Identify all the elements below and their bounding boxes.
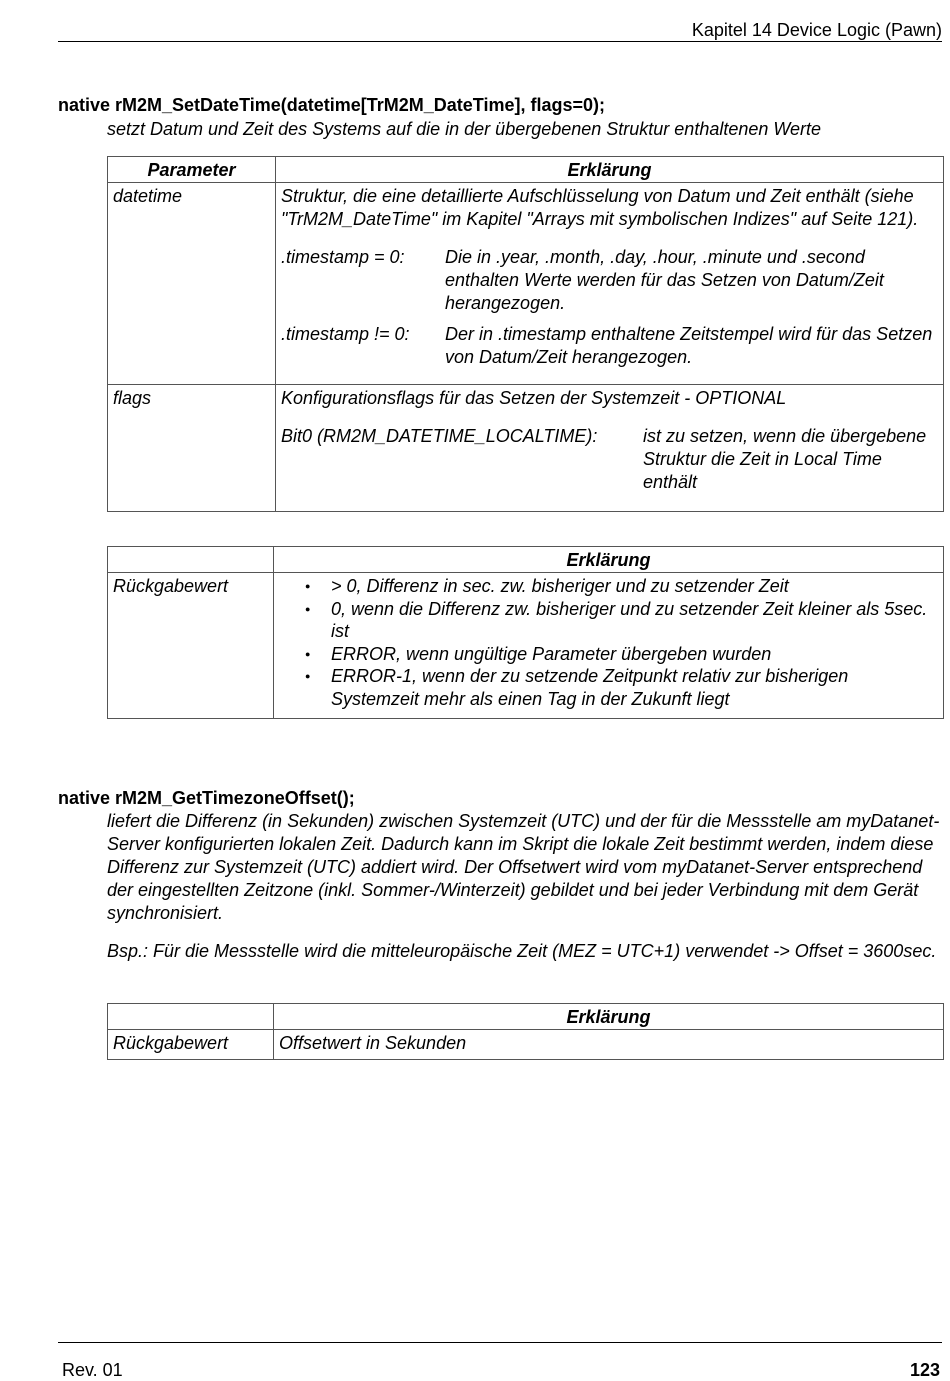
column-header-explanation: Erklärung <box>274 1004 944 1030</box>
parameter-name: datetime <box>108 183 276 385</box>
function-title-get-timezone-offset: native rM2M_GetTimezoneOffset(); <box>58 788 355 808</box>
footer-divider <box>58 1342 942 1343</box>
sub-item-label: .timestamp != 0: <box>281 324 410 344</box>
column-header-parameter: Parameter <box>108 157 276 183</box>
header-divider <box>58 41 942 42</box>
function-description-get-timezone-offset: liefert die Differenz (in Sekunden) zwischen Systemzeit (UTC) und der für die Messstelle am myDatanet-Server konfigurierten lokalen Zeit. Dadurch kann im Skript die lokale Zeit bestimmt werden, indem diese Differenz zur Systemzeit (UTC) addiert wird. Der Offsetwert wird vom myDatanet-Server entsprechend der eingestellten Zeitzone (inkl. Sommer-/Winterzeit) gebildet und bei jeder Verbindung mit dem Gerät synchronisiert. <box>107 811 940 923</box>
footer-revision: Rev. 01 <box>62 1360 123 1380</box>
sub-item-text: ist zu setzen, wenn die übergebene Struktur die Zeit in Local Time enthält <box>643 426 927 492</box>
page-number: 123 <box>909 1360 940 1380</box>
sub-item-text: Der in .timestamp enthaltene Zeitstempel wird für das Setzen von Datum/Zeit herangezogen. <box>445 324 933 367</box>
column-header-explanation: Erklärung <box>276 157 944 183</box>
column-header-explanation: Erklärung <box>274 547 944 573</box>
return-table-header <box>108 547 944 573</box>
function-title-set-date-time: native rM2M_SetDateTime(datetime[TrM2M_DateTime], flags=0); <box>58 95 605 115</box>
column-header-empty <box>108 1004 274 1030</box>
function-example: Bsp.: Für die Messstelle wird die mitteleuropäische Zeit (MEZ = UTC+1) verwendet -> Offset = 3600sec. <box>107 941 937 961</box>
return-value-list <box>279 575 938 710</box>
list-item: ● > 0, Differenz in sec. zw. bisheriger und zu setzender Zeit <box>331 575 938 598</box>
parameter-table-header <box>108 157 944 183</box>
return-explanation <box>274 573 944 719</box>
function-description-set-date-time: setzt Datum und Zeit des Systems auf die in der übergebenen Struktur enthaltenen Werte <box>107 119 822 139</box>
parameter-explanation <box>276 183 944 385</box>
list-item: ● ERROR-1, wenn der zu setzende Zeitpunkt relativ zur bisherigen Systemzeit mehr als einen Tag in der Zukunft liegt <box>331 665 938 710</box>
page-header-chapter: Kapitel 14 Device Logic (Pawn) <box>691 20 942 40</box>
return-explanation: Offsetwert in Sekunden <box>274 1030 944 1060</box>
column-header-empty <box>108 547 274 573</box>
table-row <box>108 385 944 512</box>
list-item: ● ERROR, wenn ungültige Parameter übergeben wurden <box>331 643 938 666</box>
parameter-table <box>107 156 944 512</box>
parameter-text: Struktur, die eine detaillierte Aufschlüsselung von Datum und Zeit enthält (siehe "TrM2M_DateTime" im Kapitel "Arrays mit symbolischen Indizes" auf Seite 121). <box>281 186 919 229</box>
table-row <box>108 573 944 719</box>
sub-item-label: .timestamp = 0: <box>281 247 405 267</box>
sub-item <box>281 323 938 369</box>
list-item: ● 0, wenn die Differenz zw. bisheriger und zu setzender Zeit kleiner als 5sec. ist <box>331 598 938 643</box>
parameter-text: Konfigurationsflags für das Setzen der Systemzeit - OPTIONAL <box>281 388 787 408</box>
return-label: Rückgabewert <box>108 573 274 719</box>
table-row <box>108 1030 944 1060</box>
return-table-header <box>108 1004 944 1030</box>
table-row <box>108 183 944 385</box>
sub-item-text: Die in .year, .month, .day, .hour, .minute und .second enthalten Werte werden für das Setzen von Datum/Zeit herangezogen. <box>445 247 884 313</box>
sub-item <box>281 246 938 315</box>
parameter-name: flags <box>108 385 276 512</box>
return-value-table <box>107 546 944 719</box>
sub-item-label: Bit0 (RM2M_DATETIME_LOCALTIME): <box>281 426 598 446</box>
return-label: Rückgabewert <box>108 1030 274 1060</box>
offset-return-table <box>107 1003 944 1060</box>
parameter-explanation <box>276 385 944 512</box>
sub-item <box>281 425 938 494</box>
